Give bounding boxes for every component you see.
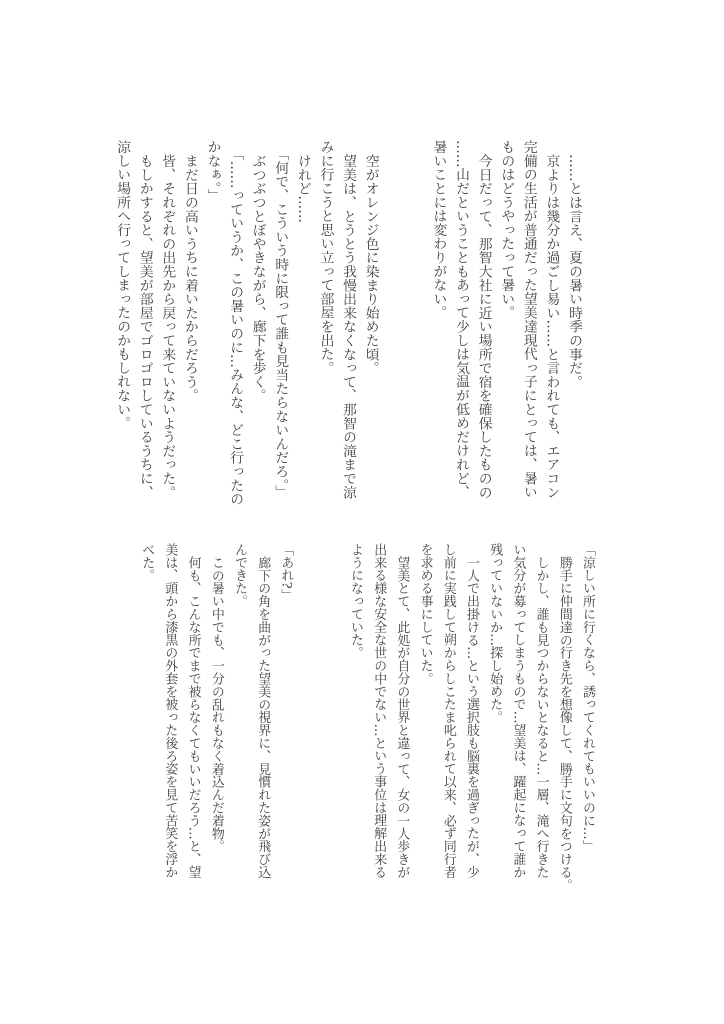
text-line: ……とは言え、夏の暑い時季の事だ。 [566, 153, 582, 389]
text-line: みに行こうと思い立って部屋を出た。 [317, 140, 334, 375]
text-line: 涼しい場所へ行ってしまったのかもしれない。 [114, 140, 131, 430]
text-line: 「何で、こういう時に限って誰も見当たらないんだろ。」 [272, 146, 289, 499]
text-line: けれど…… [294, 153, 311, 223]
text-line: 「涼しい所に行くなら、誘ってくれてもいいのに…」 [580, 543, 595, 853]
text-line: ……山だということもあって少しは気温が低めだけれど、 [453, 140, 470, 499]
text-line: かなぁ。」 [204, 140, 221, 203]
text-line: を求める事にしていた。 [417, 543, 433, 685]
text-line: 望美とて、此処が自分の世界と違って、女の一人歩きが [394, 555, 410, 879]
text-line: 勝手に仲間達の行き先を想像して、勝手に文句をつける。 [556, 555, 572, 892]
text-line: 今日だって、那智大社に近い場所で宿を確保したものの [475, 153, 492, 499]
text-line: しかし、誰も見つからないとなると…一層、滝へ行きた [533, 555, 549, 879]
text-line: もしかすると、望美が部屋でゴロゴロしているうちに、 [136, 153, 153, 499]
text-line: 空がオレンジ色に染まり始めた頃。 [362, 153, 379, 375]
text-line: 残っていないか…探し始めた。 [487, 543, 503, 724]
text-line: この暑い中でも、一分の乱れもなく着込んだ着物。 [208, 555, 224, 853]
text-line: まだ日の高いうちに着いたからだろう。 [181, 153, 198, 403]
text-line: 京よりは幾分か過ごし易い……と言われても、エアコン [543, 153, 560, 499]
text-line: い気分が募ってしまうもので…望美は、躍起になって誰か [510, 543, 526, 879]
text-line: 出来る様な安全な世の中でない…という事位は理解出来る [371, 543, 387, 879]
text-line: ぶつぶつとぼやきながら、廊下を歩く。 [249, 153, 266, 403]
text-line: 廊下の角を曲がった望美の視界に、見慣れた姿が飛び込 [255, 555, 271, 879]
text-line: 完備の生活が普通だった望美達現代っ子にとっては、暑い [520, 140, 537, 499]
text-line: ものはどうやったって暑い。 [498, 140, 515, 320]
top-page-text [111, 140, 585, 506]
text-line: 望美は、とうとう我慢出来なくなって、那智の滝まで涼 [340, 153, 357, 499]
text-line: 「あれ?」 [278, 543, 294, 602]
text-line: べた。 [139, 543, 155, 582]
text-line: し前に実践して朔からしこたま叱られて以来、必ず同行者 [440, 543, 456, 879]
text-line: んできた。 [231, 543, 247, 608]
text-line: 何も、こんな所でまで被らなくてもいいだろう…と、望 [185, 555, 201, 879]
text-line: 一人で出掛ける…という選択肢も脳裏を過ぎったが、少 [463, 555, 479, 879]
text-line: ようになっていた。 [347, 543, 363, 660]
text-line: 美は、頭から漆黒の外套を被った後ろ姿を見て苦笑を浮か [162, 543, 178, 879]
text-line: 「……っていうか、この暑いのに…みんな、どこ行ったの [227, 146, 244, 506]
text-line: 暑いことには変わりがない。 [430, 140, 447, 320]
bottom-page-text [135, 543, 599, 892]
text-line: 皆、それぞれの出先から戻って来ていないようだった。 [159, 153, 176, 499]
